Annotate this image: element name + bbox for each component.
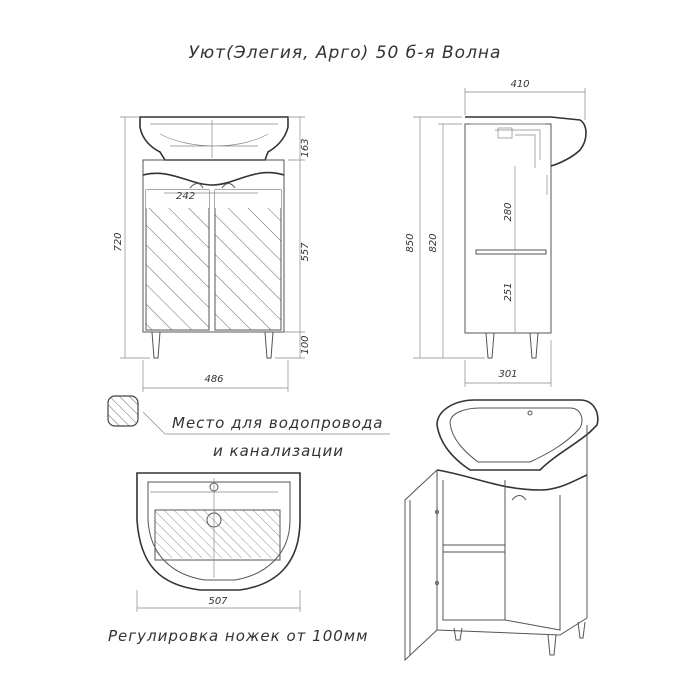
front-view: [113, 117, 311, 392]
isometric-view: [405, 400, 598, 660]
footer-note: Регулировка ножек от 100мм: [108, 627, 369, 645]
dim-side-depth-bottom: 301: [498, 369, 518, 380]
dim-upper-shelf: 280: [503, 202, 514, 222]
right-door: [215, 190, 281, 330]
iso-leg-1: [454, 628, 462, 640]
side-shelf: [476, 250, 546, 254]
iso-handle: [512, 496, 526, 501]
dim-basin-height: 163: [300, 138, 311, 158]
basin-hatched-area: [155, 510, 280, 558]
dim-hole-width: 242: [176, 191, 196, 202]
iso-right-door: [505, 480, 560, 630]
dim-side-depth-top: 410: [510, 79, 530, 90]
iso-leg-3: [578, 622, 585, 638]
front-leg-left: [152, 332, 160, 358]
dim-basin-width: 507: [208, 596, 228, 607]
drawing-title: Уют(Элегия, Арго) 50 б-я Волна: [188, 43, 502, 63]
front-basin-inner: [150, 124, 278, 146]
legend: [108, 396, 390, 460]
dim-lower-shelf: 251: [503, 282, 514, 302]
basin-top-view: [137, 473, 300, 612]
side-view: [405, 79, 586, 387]
dim-leg-height: 100: [300, 335, 311, 355]
legend-swatch: [108, 396, 138, 426]
side-leg-left: [486, 333, 494, 358]
dim-side-total-height: 850: [405, 233, 416, 253]
right-handle: [222, 184, 235, 189]
dim-side-body-height: 820: [428, 233, 439, 253]
iso-shelf: [443, 545, 505, 552]
legend-line2: и канализации: [213, 442, 344, 460]
dim-front-width: 486: [204, 374, 224, 385]
legend-line1: Место для водопровода: [172, 414, 384, 432]
front-basin-outline: [140, 117, 288, 160]
dim-total-height: 720: [113, 232, 124, 252]
iso-body: [437, 425, 587, 635]
left-door: [146, 190, 209, 330]
front-leg-right: [265, 332, 273, 358]
side-leg-right: [530, 333, 538, 358]
dim-door-height: 557: [300, 242, 311, 262]
front-wave-top: [143, 173, 284, 185]
iso-leg-2: [548, 635, 556, 655]
